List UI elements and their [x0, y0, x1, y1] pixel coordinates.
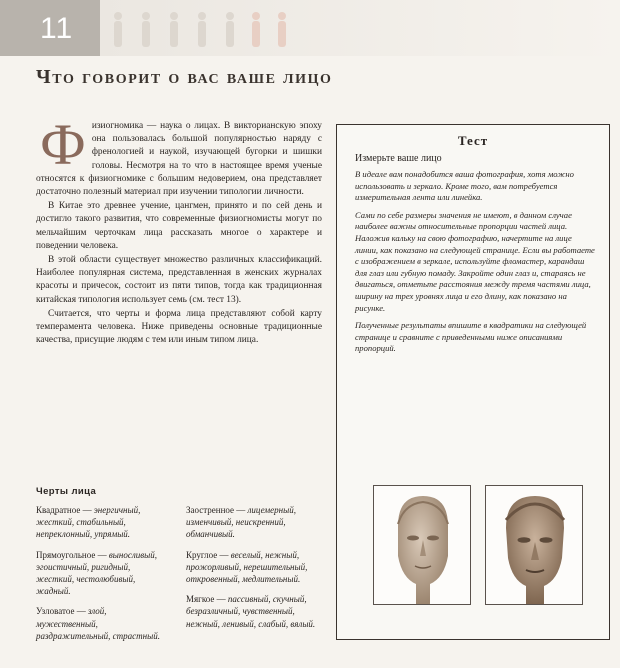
trait-description: злой, мужественный, раздражительный, страстный.: [36, 606, 160, 641]
traits-heading: Черты лица: [36, 486, 97, 497]
trait-type: Узловатое: [36, 606, 75, 617]
trait-type: Круглое: [186, 549, 218, 560]
trait-item: Квадратное — энергичный, жесткий, стабильный, непреклонный, упрямый.: [36, 505, 141, 540]
test-subtitle: Измерьте ваше лицо: [355, 153, 442, 164]
trait-description: лицемерный, изменчивый, неискренний, обманчивый.: [186, 505, 296, 540]
trait-description: энергичный, жесткий, стабильный, непреклонный, упрямый.: [36, 505, 141, 540]
trait-type: Заостренное: [186, 505, 234, 515]
traits-column-right: [186, 504, 320, 638]
trait-type: Квадратное: [36, 505, 81, 515]
trait-item: Круглое — веселый, нежный, прожорливый, нерешительный, откровенный, медлительный.: [186, 549, 308, 585]
trait-item: Прямоугольное — выносливый, эгоистичный, ригидный, жесткий, честолюбивый, жадный.: [36, 549, 157, 597]
article-paragraph: Считается, что черты и форма лица представляют собой карту темперамента человека. Ниже приведены основные традиционные качества, присущие людям с тем или иным типом лица.: [36, 308, 322, 346]
trait-type: Прямоугольное: [36, 549, 96, 560]
chapter-number: 11: [40, 12, 74, 45]
article-paragraph: В этой области существует множество различных классификаций. Наиболее популярная система, представленная в женских журналах красоты и причесок, состоит из пяти типов, тогда как традиционная китайская типология использует семь (см. тест 13).: [36, 255, 322, 305]
test-paragraph: Полученные результаты впишите в квадратики на следующей странице и сравните с приведенными ниже описаниями пропорций.: [355, 320, 587, 354]
trait-description: выносливый, эгоистичный, ригидный, жесткий, честолюбивый, жадный.: [36, 549, 157, 597]
trait-description: веселый, нежный, прожорливый, нерешительный, откровенный, медлительный.: [186, 549, 308, 585]
trait-type: Мягкое: [186, 594, 215, 605]
header-decoration: [100, 0, 620, 56]
traits-column-left: [36, 504, 170, 650]
stone-head-front-icon: [374, 486, 471, 605]
test-sidebar: [336, 124, 610, 640]
trait-item: Узловатое — злой, мужественный, раздражительный, страстный.: [36, 606, 160, 641]
trait-item: Заостренное — лицемерный, изменчивый, неискренний, обманчивый.: [186, 505, 296, 540]
people-silhouettes-icon: [106, 8, 306, 54]
test-paragraph: В идеале вам понадобится ваша фотография, хотя можно использовать и зеркало. Кроме того, вам потребуется измерительная лента или линейка.: [355, 169, 574, 203]
trait-description: пассивный, скучный, безразличный, чувственный, нежный, ленивый, слабый, вялый.: [186, 594, 316, 629]
article-paragraph: В Китае это древнее учение, цангмен, принято и по сей день и достигло такого развития, что современные физиогномисты могут по мельчайшим черточкам лица рассказать многое о характере и поведении человека.: [36, 201, 322, 251]
article-paragraph: изиогномика — наука о лицах. В викторианскую эпоху она пользовалась большой популярностью наряду с френологией и наукой, изучающей бугорки и шишки головы. Несмотря на то что в настоящее время ученые относятся к физиогномике с большим недоверием, она представляет достаточно полезный материал при изучении типологии личности.: [36, 121, 322, 198]
test-paragraph: Сами по себе размеры значения не имеют, в данном случае наиболее важны относительные пропорции частей лица. Наложив кальку на свою фотографию, начертите на лице линии, как показано на следующей странице. Если вы работаете с изображением в зеркале, используйте фломастер, карандаш для глаз или губную помаду. Закройте один глаз и, стараясь не двигаться, отметьте расстояния между тремя частями лица, ширину на трех уровнях лица и его длину, как показано на рисунке.: [355, 209, 595, 313]
main-article: [36, 112, 322, 348]
trait-item: Мягкое — пассивный, скучный, безразличный, чувственный, нежный, ленивый, слабый, вялый.: [186, 594, 316, 629]
chapter-tab: [0, 0, 100, 56]
sculpture-head-photo: [373, 485, 471, 605]
drop-cap: Ф: [40, 112, 86, 177]
sculpture-head-photo: [485, 485, 583, 605]
test-instructions: [355, 169, 595, 361]
stone-head-angled-icon: [486, 486, 583, 605]
page-title: Что говорит о вас ваше лицо: [36, 66, 333, 88]
test-title: Тест: [457, 133, 489, 148]
